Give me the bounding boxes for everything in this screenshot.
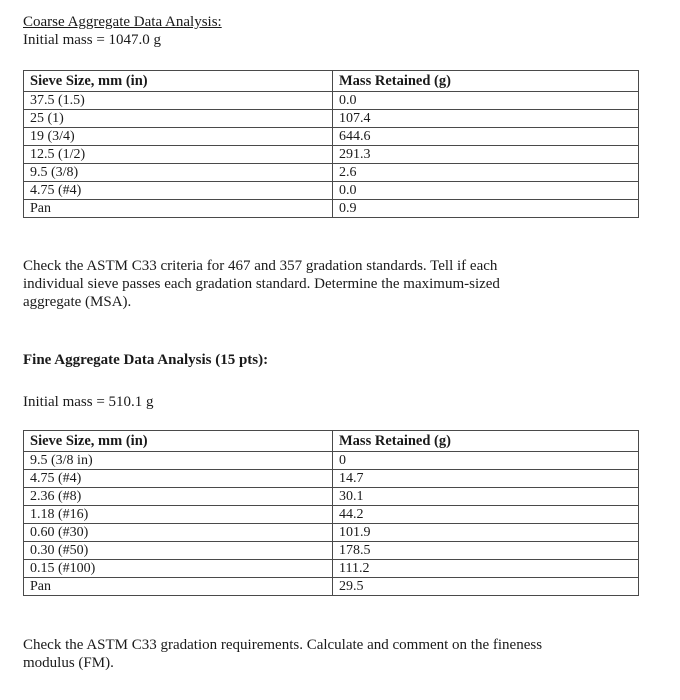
coarse-heading xyxy=(23,13,222,49)
fine-header-mass: Mass Retained (g) xyxy=(333,431,639,452)
sieve-cell: 2.36 (#8) xyxy=(24,488,333,506)
fine-table xyxy=(23,430,639,596)
table-row xyxy=(24,470,639,488)
table-row xyxy=(24,146,639,164)
sieve-cell: 0.15 (#100) xyxy=(24,560,333,578)
table-row xyxy=(24,110,639,128)
table-row xyxy=(24,92,639,110)
mass-cell: 291.3 xyxy=(333,146,639,164)
mass-cell: 178.5 xyxy=(333,542,639,560)
mass-cell: 101.9 xyxy=(333,524,639,542)
sieve-cell: 1.18 (#16) xyxy=(24,506,333,524)
instruction-line: modulus (FM). xyxy=(23,655,114,671)
coarse-header-sieve: Sieve Size, mm (in) xyxy=(24,71,333,92)
mass-cell: 111.2 xyxy=(333,560,639,578)
fine-header-sieve: Sieve Size, mm (in) xyxy=(24,431,333,452)
mass-cell: 30.1 xyxy=(333,488,639,506)
sieve-cell: 9.5 (3/8) xyxy=(24,164,333,182)
instruction-line: Check the ASTM C33 criteria for 467 and 357 gradation standards. Tell if each xyxy=(23,258,498,274)
sieve-cell: 25 (1) xyxy=(24,110,333,128)
fine-initial-mass: Initial mass = 510.1 g xyxy=(23,394,154,410)
table-row xyxy=(24,182,639,200)
sieve-cell: 4.75 (#4) xyxy=(24,470,333,488)
instruction-line: individual sieve passes each gradation standard. Determine the maximum-sized xyxy=(23,276,500,292)
table-row xyxy=(24,488,639,506)
table-row xyxy=(24,200,639,218)
mass-cell: 0.0 xyxy=(333,182,639,200)
coarse-header-mass: Mass Retained (g) xyxy=(333,71,639,92)
coarse-initial-mass: Initial mass = 1047.0 g xyxy=(23,32,162,48)
coarse-title: Coarse Aggregate Data Analysis: xyxy=(23,14,222,30)
table-row xyxy=(24,506,639,524)
mass-cell: 14.7 xyxy=(333,470,639,488)
table-row xyxy=(24,128,639,146)
table-row xyxy=(24,542,639,560)
sieve-cell: 19 (3/4) xyxy=(24,128,333,146)
table-row xyxy=(24,452,639,470)
sieve-cell: 0.30 (#50) xyxy=(24,542,333,560)
sieve-cell: Pan xyxy=(24,578,333,596)
instruction-line: Check the ASTM C33 gradation requirements. Calculate and comment on the fineness xyxy=(23,637,543,653)
sieve-cell: 0.60 (#30) xyxy=(24,524,333,542)
coarse-table-header xyxy=(24,71,639,92)
table-row xyxy=(24,560,639,578)
mass-cell: 644.6 xyxy=(333,128,639,146)
sieve-cell: Pan xyxy=(24,200,333,218)
fine-table-header xyxy=(24,431,639,452)
sieve-cell: 4.75 (#4) xyxy=(24,182,333,200)
coarse-instructions xyxy=(23,257,623,311)
mass-cell: 0.9 xyxy=(333,200,639,218)
mass-cell: 2.6 xyxy=(333,164,639,182)
fine-instructions xyxy=(23,636,653,672)
sieve-cell: 12.5 (1/2) xyxy=(24,146,333,164)
mass-cell: 0.0 xyxy=(333,92,639,110)
coarse-table xyxy=(23,70,639,218)
fine-title: Fine Aggregate Data Analysis (15 pts): xyxy=(23,352,269,368)
mass-cell: 44.2 xyxy=(333,506,639,524)
table-row xyxy=(24,164,639,182)
table-row xyxy=(24,578,639,596)
sieve-cell: 37.5 (1.5) xyxy=(24,92,333,110)
sieve-cell: 9.5 (3/8 in) xyxy=(24,452,333,470)
mass-cell: 107.4 xyxy=(333,110,639,128)
mass-cell: 29.5 xyxy=(333,578,639,596)
instruction-line: aggregate (MSA). xyxy=(23,294,132,310)
table-row xyxy=(24,524,639,542)
mass-cell: 0 xyxy=(333,452,639,470)
